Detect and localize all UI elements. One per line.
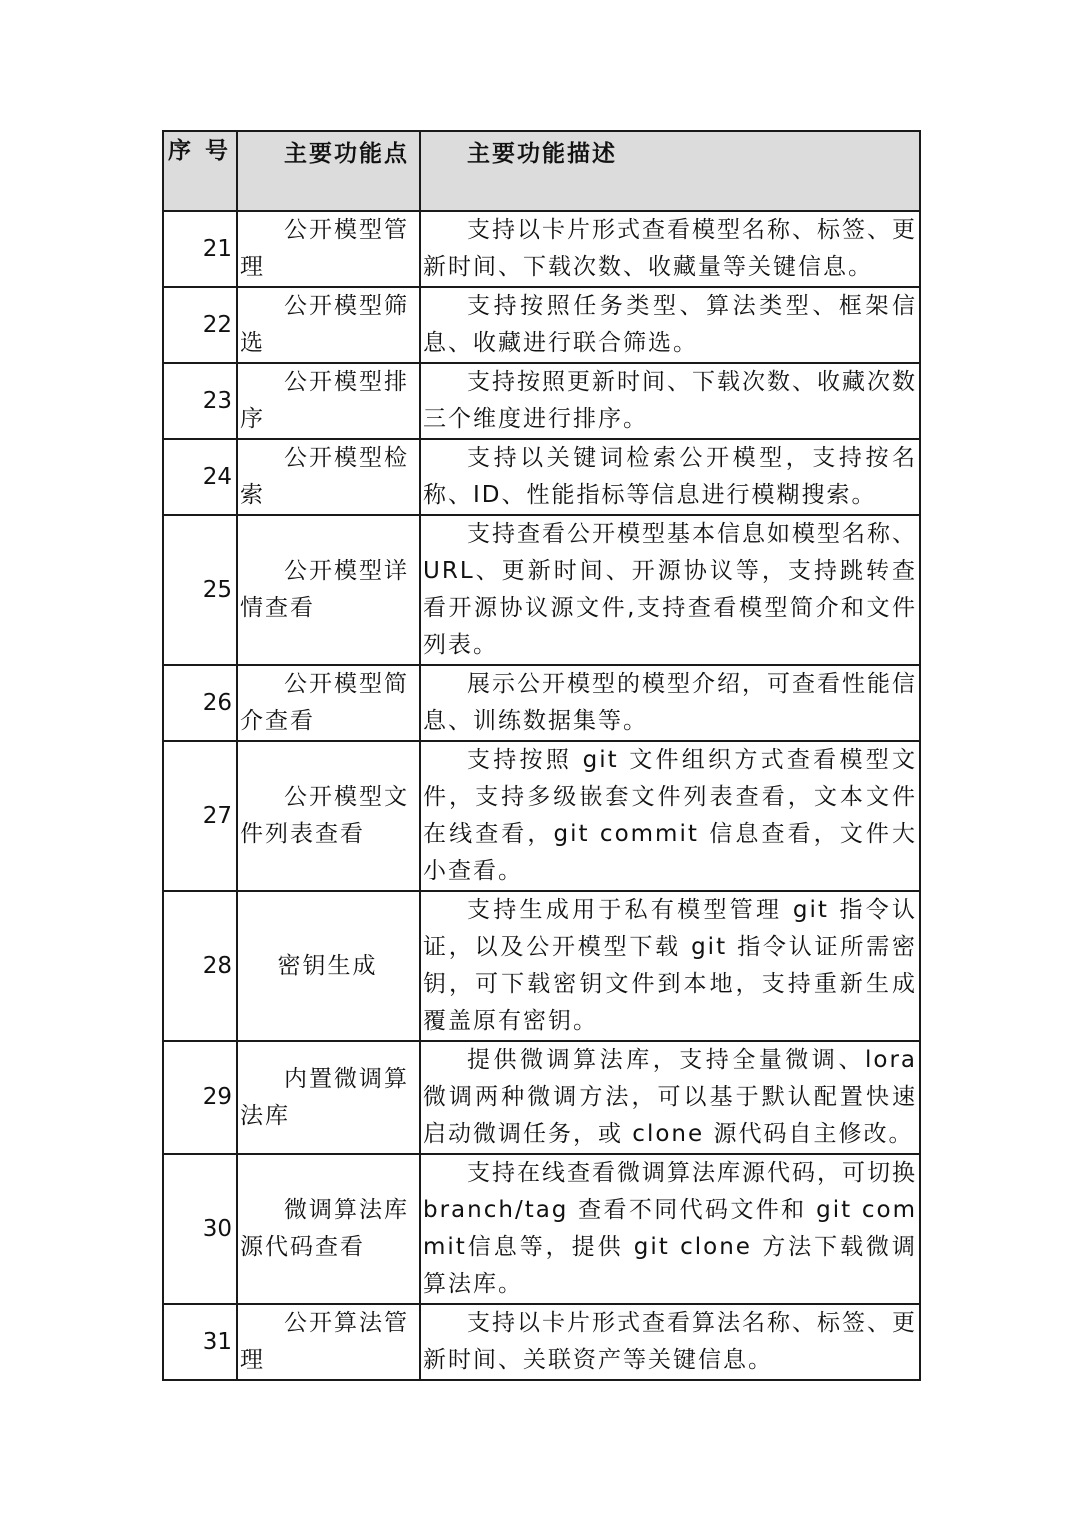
row-description: 支持按照更新时间、下载次数、收藏次数三个维度进行排序。 <box>420 363 920 439</box>
table-row <box>163 741 920 891</box>
row-description: 支持以卡片形式查看模型名称、标签、更新时间、下载次数、收藏量等关键信息。 <box>420 211 920 287</box>
header-number: 序号 <box>163 131 237 211</box>
table-row <box>163 363 920 439</box>
table-body <box>163 211 920 1380</box>
row-number: 28 <box>163 891 237 1041</box>
row-feature: 公开模型简介查看 <box>237 665 420 741</box>
header-description: 主要功能描述 <box>420 131 920 211</box>
row-feature: 密钥生成 <box>237 891 420 1041</box>
row-description: 支持按照任务类型、算法类型、框架信息、收藏进行联合筛选。 <box>420 287 920 363</box>
table-row <box>163 1154 920 1304</box>
row-number: 30 <box>163 1154 237 1304</box>
feature-table <box>162 130 921 1381</box>
table-row <box>163 1304 920 1380</box>
row-description: 支持以卡片形式查看算法名称、标签、更新时间、关联资产等关键信息。 <box>420 1304 920 1380</box>
row-feature: 微调算法库源代码查看 <box>237 1154 420 1304</box>
row-description: 支持在线查看微调算法库源代码，可切换branch/tag 查看不同代码文件和 git commit信息等，提供 git clone 方法下载微调算法库。 <box>420 1154 920 1304</box>
row-feature: 公开算法管理 <box>237 1304 420 1380</box>
row-number: 26 <box>163 665 237 741</box>
row-feature: 公开模型详情查看 <box>237 515 420 665</box>
row-number: 22 <box>163 287 237 363</box>
table-header <box>163 131 920 211</box>
row-feature: 公开模型文件列表查看 <box>237 741 420 891</box>
row-description: 支持查看公开模型基本信息如模型名称、URL、更新时间、开源协议等，支持跳转查看开源协议源文件,支持查看模型简介和文件列表。 <box>420 515 920 665</box>
table-row <box>163 439 920 515</box>
row-number: 27 <box>163 741 237 891</box>
header-row <box>163 131 920 211</box>
row-number: 23 <box>163 363 237 439</box>
row-feature: 公开模型管理 <box>237 211 420 287</box>
row-feature: 公开模型检索 <box>237 439 420 515</box>
row-number: 24 <box>163 439 237 515</box>
table-row <box>163 1041 920 1154</box>
row-description: 提供微调算法库，支持全量微调、lora 微调两种微调方法，可以基于默认配置快速启动微调任务，或 clone 源代码自主修改。 <box>420 1041 920 1154</box>
row-description: 展示公开模型的模型介绍，可查看性能信息、训练数据集等。 <box>420 665 920 741</box>
row-feature: 内置微调算法库 <box>237 1041 420 1154</box>
row-number: 31 <box>163 1304 237 1380</box>
row-feature: 公开模型排序 <box>237 363 420 439</box>
table-row <box>163 515 920 665</box>
header-feature: 主要功能点 <box>237 131 420 211</box>
row-description: 支持按照 git 文件组织方式查看模型文件，支持多级嵌套文件列表查看，文本文件在线查看，git commit 信息查看，文件大小查看。 <box>420 741 920 891</box>
row-number: 21 <box>163 211 237 287</box>
table-row <box>163 287 920 363</box>
table-row <box>163 211 920 287</box>
row-number: 29 <box>163 1041 237 1154</box>
table-row <box>163 891 920 1041</box>
row-description: 支持生成用于私有模型管理 git 指令认证，以及公开模型下载 git 指令认证所需密钥，可下载密钥文件到本地，支持重新生成覆盖原有密钥。 <box>420 891 920 1041</box>
row-description: 支持以关键词检索公开模型，支持按名称、ID、性能指标等信息进行模糊搜索。 <box>420 439 920 515</box>
row-number: 25 <box>163 515 237 665</box>
table-row <box>163 665 920 741</box>
row-feature: 公开模型筛选 <box>237 287 420 363</box>
